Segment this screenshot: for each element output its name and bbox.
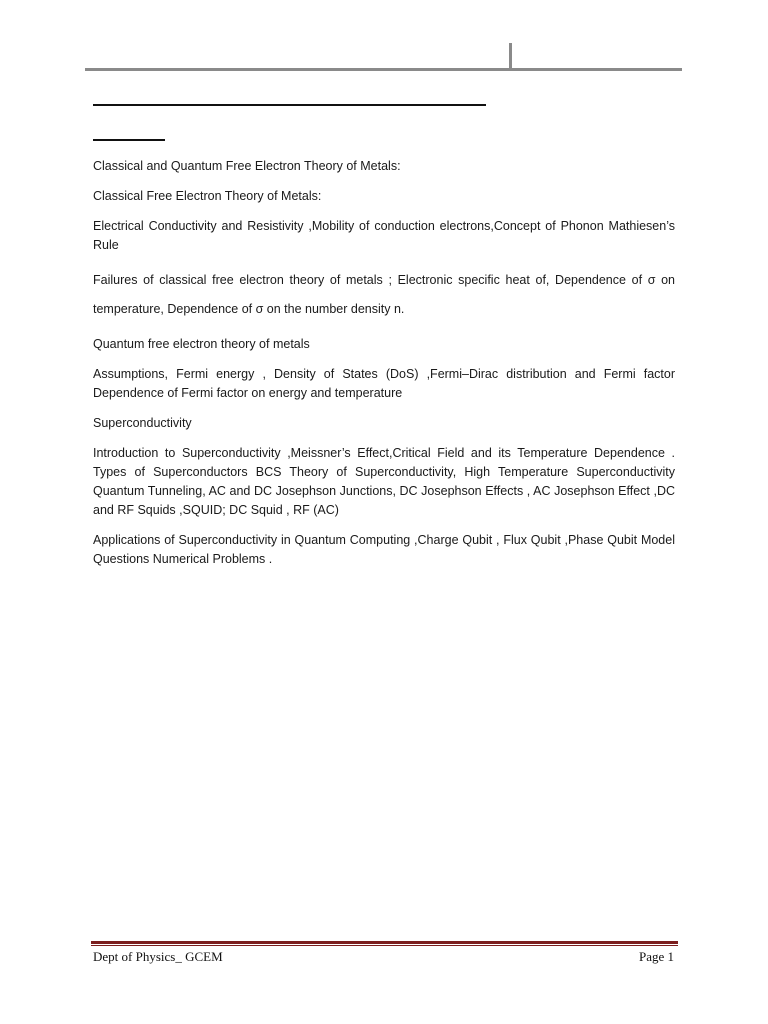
paragraph-applications: Applications of Superconductivity in Quantum Computing ,Charge Qubit , Flux Qubit ,Phase Qubit Model Questions Numerical Problems . bbox=[93, 533, 675, 566]
paragraph-failures: Failures of classical free electron theory of metals ; Electronic specific heat of, Dependence of σ on temperature, Dependence of σ on the number density n. bbox=[93, 273, 675, 316]
paragraph-assumptions: Assumptions, Fermi energy , Density of States (DoS) ,Fermi–Dirac distribution and Fermi factor Dependence of Fermi factor on energy and temperature bbox=[93, 367, 675, 400]
footer-department: Dept of Physics_ GCEM bbox=[93, 949, 223, 964]
footer-rule bbox=[91, 941, 678, 944]
document-body bbox=[93, 157, 675, 580]
heading-quantum: Quantum free electron theory of metals bbox=[93, 337, 310, 351]
heading-classical: Classical Free Electron Theory of Metals: bbox=[93, 189, 322, 203]
paragraph-superconductivity-intro: Introduction to Superconductivity ,Meissner’s Effect,Critical Field and its Temperature Dependence . Types of Superconductors BCS Theory of Superconductivity, High Temperature Superconductivity Quantum Tunneling, AC and DC Josephson Junctions, DC Josephson Effects , AC Josephson Effect ,DC and RF Squids ,SQUID; DC Squid , RF (AC) bbox=[93, 446, 675, 517]
header-rule bbox=[85, 68, 682, 71]
title-underline bbox=[93, 104, 486, 106]
footer-rule-thin bbox=[91, 945, 678, 946]
paragraph-conductivity: Electrical Conductivity and Resistivity ,Mobility of conduction electrons,Concept of Phonon Mathiesen’s Rule bbox=[93, 219, 675, 252]
footer-page-number: Page 1 bbox=[638, 949, 674, 964]
heading-superconductivity: Superconductivity bbox=[93, 416, 192, 430]
subtitle-underline bbox=[93, 139, 165, 141]
heading-classical-quantum: Classical and Quantum Free Electron Theory of Metals: bbox=[93, 159, 401, 173]
header-divider-tick bbox=[509, 43, 512, 70]
